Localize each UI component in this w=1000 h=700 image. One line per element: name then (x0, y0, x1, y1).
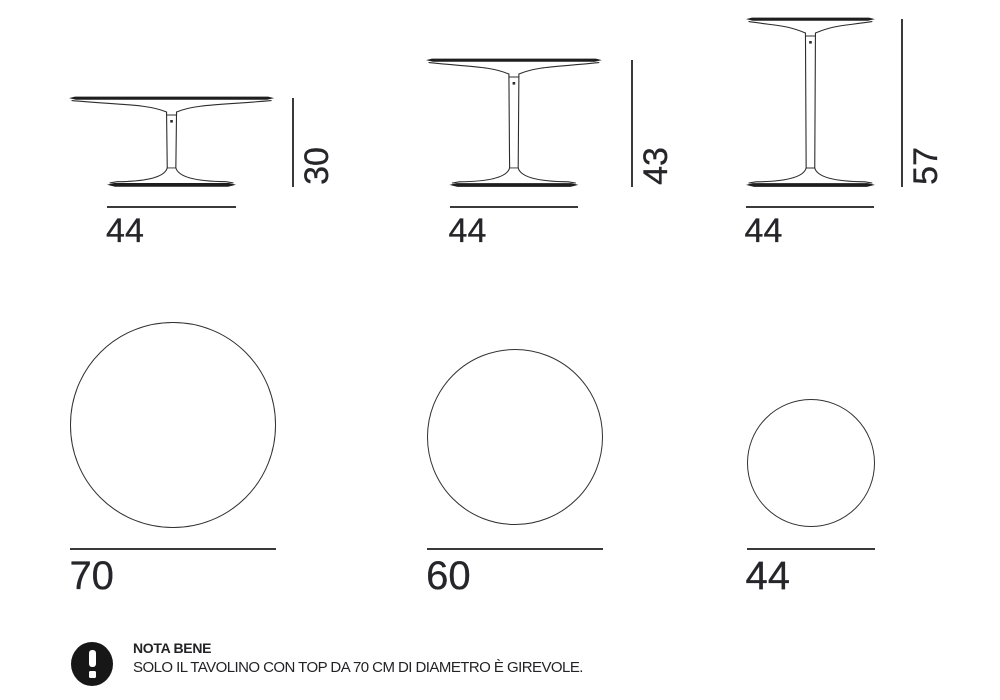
top-view-circle-70 (70, 322, 275, 527)
height-label-h57: 57 (907, 147, 945, 185)
width-label-h43: 44 (448, 212, 487, 250)
width-dimension-line-h57 (746, 206, 875, 208)
table-side-view-h57 (744, 14, 877, 189)
height-dimension-line-h57 (901, 19, 903, 187)
diameter-dimension-line-60 (427, 548, 603, 550)
height-dimension-line-h43 (631, 60, 633, 187)
note-title: NOTA BENE (133, 640, 212, 656)
width-label-h30: 44 (106, 212, 144, 250)
width-dimension-line-h43 (450, 206, 579, 208)
height-dimension-line-h30 (292, 98, 294, 187)
note (133, 641, 583, 676)
exclamation-bar (89, 650, 96, 667)
note-body: SOLO IL TAVOLINO CON TOP DA 70 CM DI DIAMETRO È GIREVOLE. (133, 659, 583, 676)
width-label-h57: 44 (744, 212, 783, 250)
diameter-label-70: 70 (69, 554, 114, 598)
height-label-h43: 43 (637, 147, 675, 185)
table-side-view-h43 (424, 55, 604, 189)
diameter-label-60: 60 (426, 554, 471, 598)
table-side-view-h30 (67, 93, 276, 189)
diameter-label-44: 44 (745, 554, 791, 598)
diameter-dimension-line-44 (747, 548, 876, 550)
width-dimension-line-h30 (107, 206, 236, 208)
exclamation-icon (71, 642, 113, 686)
top-view-circle-44 (747, 399, 876, 528)
height-label-h30: 30 (298, 147, 336, 185)
top-view-circle-60 (427, 349, 603, 525)
diameter-dimension-line-70 (70, 548, 275, 550)
exclamation-dot (89, 671, 96, 678)
